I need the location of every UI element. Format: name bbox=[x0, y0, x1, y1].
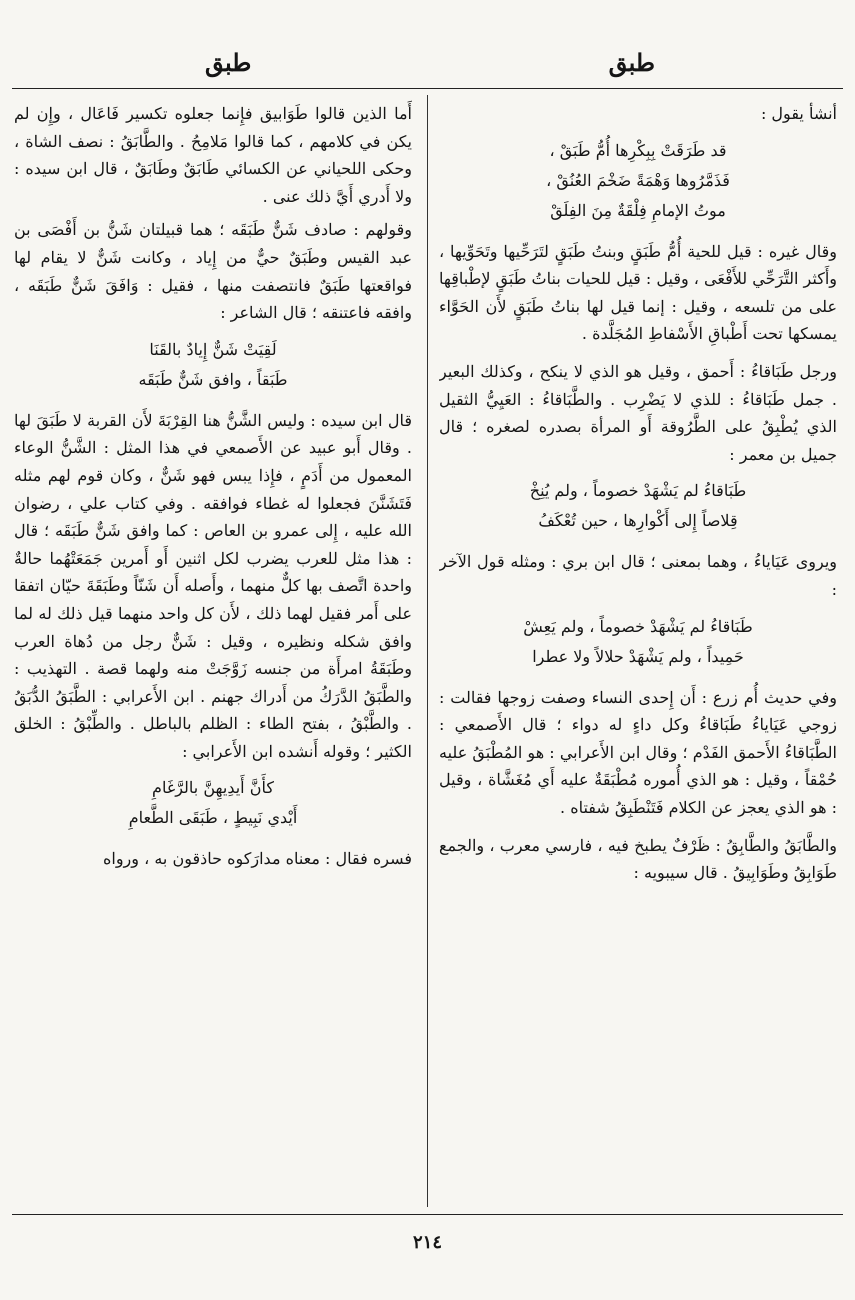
right-column bbox=[439, 100, 837, 1208]
verse-line: لَقِيَتْ شَنٌّ إِيادٌ بالقَنَا bbox=[149, 339, 277, 359]
verse-line: طَبَاقاءُ لم يَشْهَدْ خصوماً ، ولم يُنِخْ bbox=[529, 481, 747, 501]
verse-block bbox=[439, 476, 837, 536]
verse-line: حَمِيداً ، ولم يَشْهَدْ حلالاً ولا عطرا bbox=[532, 646, 744, 666]
verse-block bbox=[439, 136, 837, 226]
paragraph: قال ابن سيده : وليس الشَّنُّ هنا القِرْبَةَ لأَن القربة لا طَبَقَ لها . وقال أَبو عبيد عن الأَصمعي في هذا المثل : الشَّنُّ الوعاء المعمول من أَدَمٍ ، فإِذا يبس فهو شَنٌّ ، وكان قوم لهم مثله فَتَشَنَّنَ فجعلوا له غطاء فوافقه . وفي كتاب علي ، رضوان الله عليه ، إِلى عمرو بن العاص : كما وافق شَنٌّ طَبَقَه ؛ قال : هذا مثل للعرب يضرب لكل اثنين أَو أَمرين جَمَعَتْهُما حالةٌ واحدة اتَّصف بها كلٌّ منهما ، وأَصله أَن شَنّاً وطَبَقَةَ حيّان اتفقا على أَمر فقيل لهما ذلك ، لأَن كل واحد منهما قيل ذلك له لما وافق شكله ونظيره ، وقيل : شَنٌّ رجل من دُهاة العرب وطَبَقَةُ امرأَة من جنسه زَوَّجَتْ منه ولهما قصة . التهذيب : والطَّبَقُ الدَّرَكُ من أَدراك جهنم . ابن الأَعرابي : الطَّبَقُ الدُّبَقُ . والطَّبْقُ ، بفتح الطاء : الظلم بالباطل . والطِّبْقُ : الخلق الكثير ؛ وقوله أَنشده ابن الأَعرابي : bbox=[14, 410, 412, 761]
header-left: طبق bbox=[205, 48, 252, 77]
verse-line: طَبَقاً ، وافق شَنٌّ طَبَقَه bbox=[138, 369, 288, 389]
bottom-rule bbox=[12, 1214, 843, 1215]
verse-line: أَيْدي نَبِيطٍ ، طَبَقَى الطَّعامِ bbox=[128, 808, 298, 828]
verse-line: قد طَرَقَتْ بِبِكْرِها أُمُّ طَبَقْ ، bbox=[549, 140, 727, 160]
verse-line: طَبَاقاءُ لم يَشْهَدْ خصوماً ، ولم يَعِشْ bbox=[523, 616, 753, 636]
verse-line: موتُ الإمامِ فِلْقَةٌ مِنَ الفِلَقْ bbox=[550, 200, 726, 220]
paragraph: ورجل طَبَاقاءُ : أَحمق ، وقيل هو الذي لا ينكح ، وكذلك البعير . جمل طَبَاقاءُ : للذي لا يَضْرِب . والطَّبَاقاءُ : العَيِيُّ الثقيل الذي يُطْبِقُ على الطَّرُوقة أَو المرأة بصدره لصغره ؛ قال جميل بن معمر : bbox=[439, 361, 837, 464]
paragraph: ويروى عَيَاياءُ ، وهما بمعنى ؛ قال ابن بري : ومثله قول الآخر : bbox=[439, 552, 837, 599]
column-divider bbox=[427, 95, 428, 1207]
verse-line: فَذَمَّرُوها وَهْمَةً ضَخْمَ العُنُقْ ، bbox=[546, 170, 730, 190]
page-number: ٢١٤ bbox=[412, 1232, 442, 1253]
paragraph: أَما الذين قالوا طَوَابيق فإِنما جعلوه تكسير فَاعَال ، وإِن لم يكن في كلامهم ، كما قالوا مَلامِحُ . والطَّابَقُ : نصف الشاة ، وحكى اللحياني عن الكسائي طَابَقٌ وطَابَقٌ ، قال ابن سيده : ولا أَدري أَيَّ ذلك عنى . bbox=[14, 104, 412, 206]
left-column bbox=[14, 100, 412, 1208]
paragraph: والطَّابَقُ والطَّابِقُ : ظَرْفٌ يطبخ فيه ، فارسي معرب ، والجمع طَوَابِقُ وطَوَابِيقُ . قال سيبويه : bbox=[439, 835, 837, 883]
top-rule bbox=[12, 88, 843, 89]
paragraph: وقولهم : صادف شَنٌّ طَبَقَه ؛ هما قبيلتان شَنُّ بن أَفْصَى بن عبد القيس وطَبَقٌ حيٌّ من إِياد ، وكانت شَنٌّ لا يقام لها فواقعتها طَبَقٌ فانتصفت منها ، فقيل : وَافَقَ شَنٌّ طَبَقَه ، وافقه فاعتنقه ؛ قال الشاعر : bbox=[14, 220, 412, 323]
paragraph: وقال غيره : قيل للحية أُمُّ طَبَقٍ وبنتُ طَبَقٍ لتَرَحِّيها وتَحَوِّيها ، وأَكثر التَّرَحِّي للأَفْعَى ، وقيل : قيل للحيات بناتُ طَبَقٍ لإطْباقِها على من تلسعه ، وقيل : إنما قيل لها بناتُ طَبَقٍ لأَن الحَوَّاء يمسكها تحت أَطْباقِ الأَسْفاطِ المُجَلَّدة . bbox=[439, 241, 837, 344]
header-right: طبق bbox=[608, 48, 655, 77]
verse-block bbox=[14, 773, 412, 833]
paragraph: وفي حديث أُم زرع : أَن إِحدى النساء وصفت زوجها فقالت : زوجي عَيَاياءُ طَبَاقاءُ وكل داءٍ له دواء ؛ قال الأَصمعي : الطَّبَاقاءُ الأَحمق الفَدْم ؛ وقال ابن الأَعرابي : هو المُطْبَقُ عليه حُمْقاً ، وقيل : هو الذي أُموره مُطْبَقَةٌ عليه أَي مُغَشَّاة ، وقيل : هو الذي يعجز عن الكلام فَتَنْطَبِقُ شفتاه . bbox=[439, 687, 837, 817]
paragraph: فسره فقال : معناه مدارَكوه حاذقون به ، ورواه bbox=[103, 849, 412, 869]
verse-line: قِلاصاً إِلى أَكْوارِها ، حين تُعْكَفُ bbox=[538, 511, 738, 531]
verse-block bbox=[14, 335, 412, 395]
verse-line: كأَنَّ أَيدِيهِنَّ بالرَّغَامِ bbox=[152, 778, 274, 798]
intro-line: أنشأ يقول : bbox=[760, 104, 837, 123]
verse-block bbox=[439, 612, 837, 672]
